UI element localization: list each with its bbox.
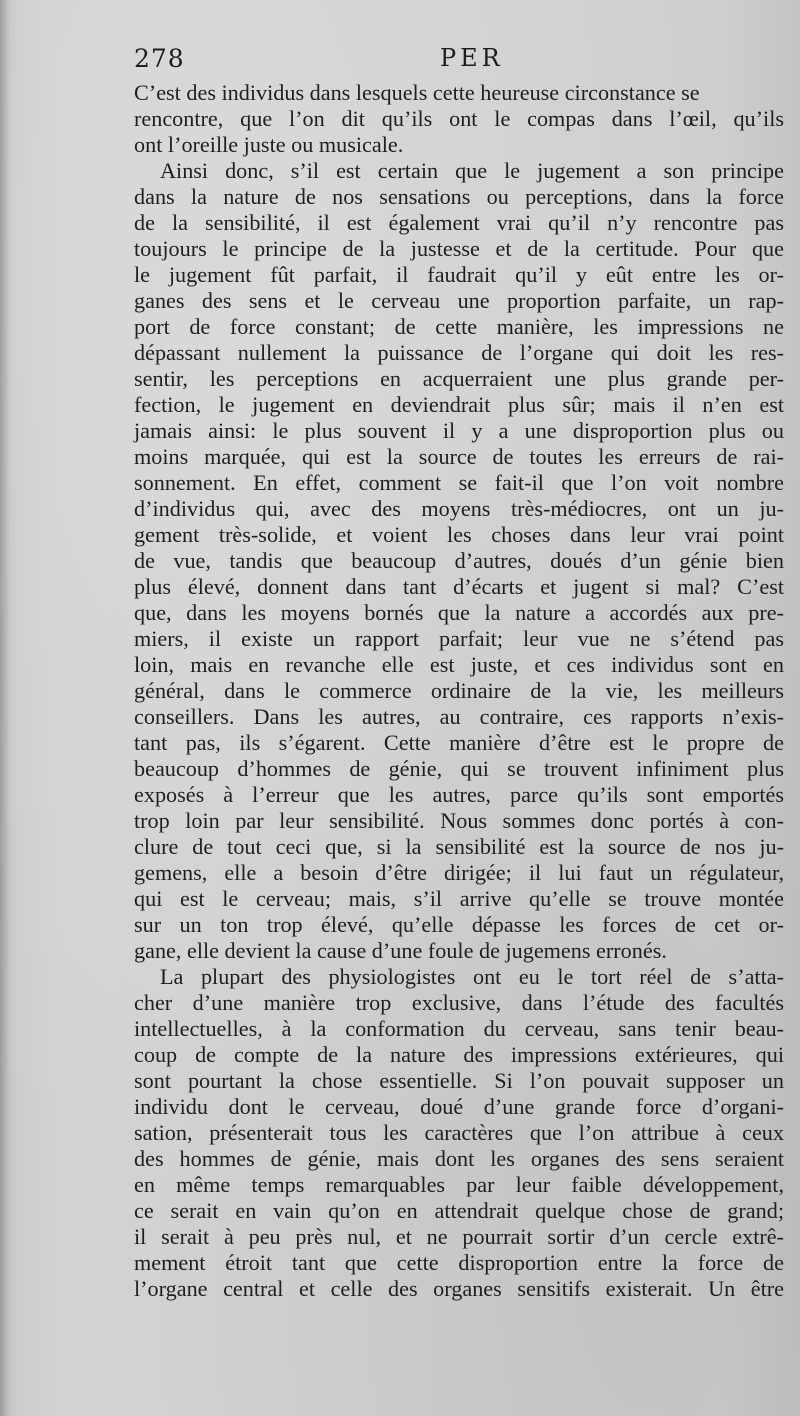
text-line: dépassant nullement la puissance de l’organe qui doit les res-: [134, 340, 784, 365]
text-line: ganes des sens et le cerveau une proportion parfaite, un rap-: [134, 288, 784, 313]
text-line: port de force constant; de cette manière, les impressions ne: [134, 314, 784, 339]
text-line: en même temps remarquables par leur faible développement,: [134, 1172, 784, 1197]
text-line: conseillers. Dans les autres, au contraire, ces rapports n’exis-: [134, 704, 784, 729]
page-gutter-shadow: [0, 0, 10, 1416]
text-line: cher d’une manière trop exclusive, dans l’étude des facultés: [134, 990, 784, 1015]
text-line: exposés à l’erreur que les autres, parce qu’ils sont emportés: [134, 782, 784, 807]
text-line: gane, elle devient la cause d’une foule de jugemens erronés.: [134, 938, 667, 963]
text-line: gement très-solide, et voient les choses dans leur vrai point: [134, 522, 784, 547]
text-line: que, dans les moyens bornés que la nature a accordés aux pre-: [134, 600, 784, 625]
text-line: de la sensibilité, il est également vrai qu’il n’y rencontre pas: [134, 210, 784, 235]
text-line: l’organe central et celle des organes sensitifs existerait. Un être: [134, 1276, 784, 1301]
text-line: loin, mais en revanche elle est juste, et ces individus sont en: [134, 652, 784, 677]
text-line: toujours le principe de la justesse et de la certitude. Pour que: [134, 236, 784, 261]
text-line: Ainsi donc, s’il est certain que le jugement a son principe: [160, 158, 784, 183]
text-line: dans la nature de nos sensations ou perceptions, dans la force: [134, 184, 784, 209]
text-line: sation, présenterait tous les caractères que l’on attribue à ceux: [134, 1120, 784, 1145]
text-line: moins marquée, qui est la source de toutes les erreurs de rai-: [134, 444, 784, 469]
text-line: d’individus qui, avec des moyens très-médiocres, ont un ju-: [134, 496, 784, 521]
text-line: sentir, les perceptions en acquerraient une plus grande per-: [134, 366, 784, 391]
text-line: fection, le jugement en deviendrait plus sûr; mais il n’en est: [134, 392, 784, 417]
text-line: ce serait en vain qu’on en attendrait quelque chose de grand;: [134, 1198, 784, 1223]
text-line: des hommes de génie, mais dont les organes des sens seraient: [134, 1146, 784, 1171]
running-head: [134, 44, 784, 78]
text-line: beaucoup d’hommes de génie, qui se trouvent infiniment plus: [134, 756, 784, 781]
body-text: [134, 80, 784, 1302]
text-line: C’est des individus dans lesquels cette heureuse circonstance se: [134, 80, 700, 105]
text-line: plus élevé, donnent dans tant d’écarts et jugent si mal? C’est: [134, 574, 784, 599]
text-line: qui est le cerveau; mais, s’il arrive qu’elle se trouve montée: [134, 886, 784, 911]
text-line: tant pas, ils s’égarent. Cette manière d’être est le propre de: [134, 730, 784, 755]
text-line: intellectuelles, à la conformation du cerveau, sans tenir beau-: [134, 1016, 784, 1041]
text-line: sont pourtant la chose essentielle. Si l’on pouvait supposer un: [134, 1068, 784, 1093]
text-line: le jugement fût parfait, il faudrait qu’il y eût entre les or-: [134, 262, 784, 287]
text-line: mement étroit tant que cette disproportion entre la force de: [134, 1250, 784, 1275]
page-number: 278: [134, 44, 185, 73]
text-line: général, dans le commerce ordinaire de la vie, les meilleurs: [134, 678, 784, 703]
running-title: PER: [440, 44, 504, 72]
text-line: miers, il existe un rapport parfait; leur vue ne s’étend pas: [134, 626, 784, 651]
text-line: de vue, tandis que beaucoup d’autres, doués d’un génie bien: [134, 548, 784, 573]
text-line: sur un ton trop élevé, qu’elle dépasse les forces de cet or-: [134, 912, 784, 937]
text-line: gemens, elle a besoin d’être dirigée; il lui faut un régulateur,: [134, 860, 784, 885]
text-line: il serait à peu près nul, et ne pourrait sortir d’un cercle extrê-: [134, 1224, 784, 1249]
text-line: individu dont le cerveau, doué d’une grande force d’organi-: [134, 1094, 784, 1119]
text-line: clure de tout ceci que, si la sensibilité est la source de nos ju-: [134, 834, 784, 859]
text-line: coup de compte de la nature des impressions extérieures, qui: [134, 1042, 784, 1067]
text-line: jamais ainsi: le plus souvent il y a une disproportion plus ou: [134, 418, 784, 443]
text-line: ont l’oreille juste ou musicale.: [134, 132, 404, 157]
text-line: trop loin par leur sensibilité. Nous sommes donc portés à con-: [134, 808, 784, 833]
text-line: La plupart des physiologistes ont eu le tort réel de s’atta-: [160, 964, 784, 989]
text-line: rencontre, que l’on dit qu’ils ont le compas dans l’œil, qu’ils: [134, 106, 784, 131]
text-line: sonnement. En effet, comment se fait-il que l’on voit nombre: [134, 470, 784, 495]
